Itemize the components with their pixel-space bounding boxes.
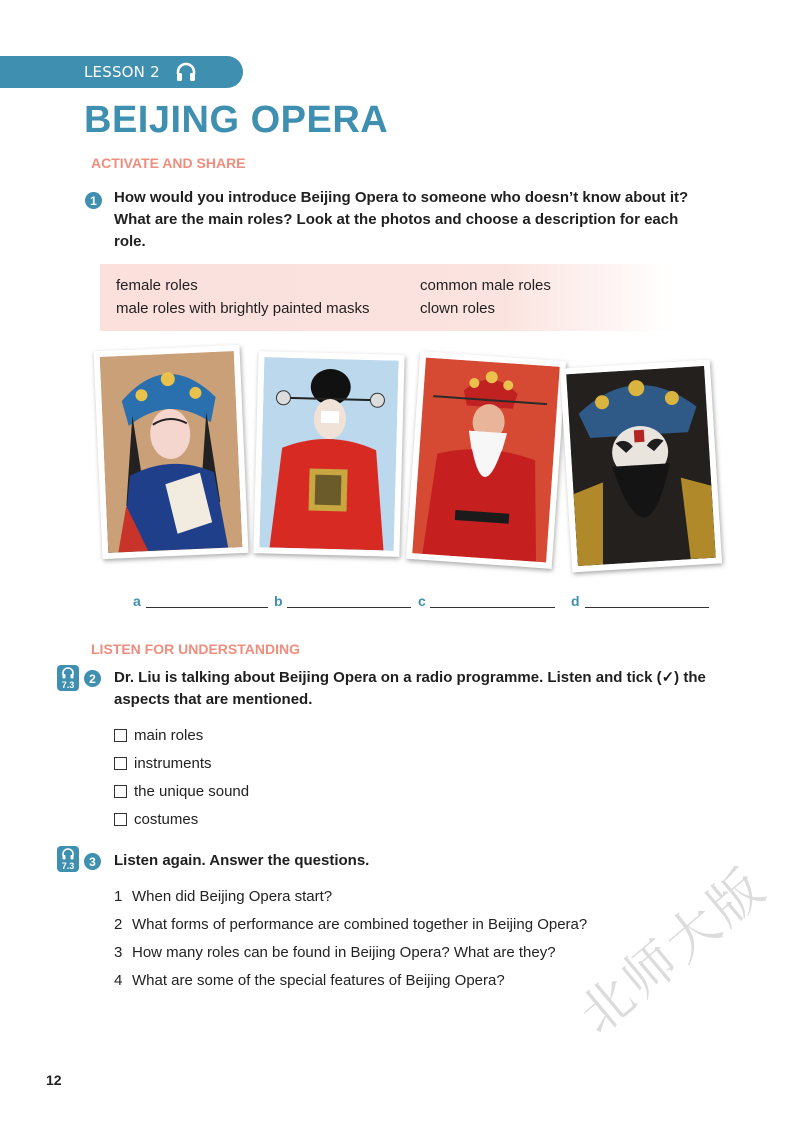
audio-track-badge[interactable] xyxy=(57,846,79,872)
checklist-item[interactable] xyxy=(114,755,212,772)
track-number: 7.3 xyxy=(61,680,75,690)
word-option: common male roles xyxy=(420,277,551,294)
exercise-1-instruction: How would you introduce Beijing Opera to someone who doesn’t know about it? What are the main roles? Look at the photos and choose a description for each role. xyxy=(114,189,689,250)
word-option: clown roles xyxy=(420,300,496,317)
page-number: 12 xyxy=(46,1072,62,1088)
question-item xyxy=(114,916,587,933)
headphones-icon[interactable] xyxy=(174,61,198,83)
word-option: male roles with brightly painted masks xyxy=(116,300,370,317)
question-item xyxy=(114,888,332,905)
lesson-label: LESSON 2 xyxy=(84,63,160,81)
photo-b-clown-role xyxy=(253,351,404,557)
question-number: 1 xyxy=(114,888,123,905)
section-heading-activate: ACTIVATE AND SHARE xyxy=(91,155,246,171)
question-text: How many roles can be found in Beijing Opera? What are they? xyxy=(132,944,556,961)
answer-letter-c: c xyxy=(418,593,426,609)
checklist-item[interactable] xyxy=(114,727,203,744)
question-text: When did Beijing Opera start? xyxy=(132,888,333,905)
question-number: 3 xyxy=(114,944,123,961)
checklist-item[interactable] xyxy=(114,811,198,828)
publisher-watermark: 北师大版 xyxy=(568,855,779,1046)
audio-track-badge[interactable] xyxy=(57,665,79,691)
exercise-3-instruction: Listen again. Answer the questions. xyxy=(114,852,370,869)
question-number: 4 xyxy=(114,972,123,989)
exercise-number-3: 3 xyxy=(84,853,101,870)
checkbox[interactable] xyxy=(114,729,127,742)
question-item xyxy=(114,972,505,989)
answer-line-b[interactable] xyxy=(287,607,411,608)
checkbox[interactable] xyxy=(114,785,127,798)
question-item xyxy=(114,944,556,961)
answer-line-d[interactable] xyxy=(585,607,709,608)
track-number: 7.3 xyxy=(61,861,75,871)
word-box xyxy=(100,264,674,331)
checkbox[interactable] xyxy=(114,757,127,770)
answer-letter-a: a xyxy=(133,593,141,609)
answer-line-a[interactable] xyxy=(146,607,268,608)
word-option: female roles xyxy=(116,277,198,294)
answer-letter-d: d xyxy=(571,593,580,609)
lesson-tab xyxy=(0,56,243,88)
photo-c-common-male-role xyxy=(406,351,566,569)
page-title: BEIJING OPERA xyxy=(84,99,389,141)
section-heading-listen: LISTEN FOR UNDERSTANDING xyxy=(91,641,300,657)
exercise-number-1: 1 xyxy=(85,192,102,209)
checklist-label: instruments xyxy=(134,755,212,772)
question-text: What forms of performance are combined together in Beijing Opera? xyxy=(132,916,588,933)
exercise-2-instruction: Dr. Liu is talking about Beijing Opera on a radio programme. Listen and tick (✓) the aspects that are mentioned. xyxy=(114,669,706,708)
photo-a-female-role xyxy=(94,345,249,559)
photo-d-painted-mask-role xyxy=(560,360,722,573)
question-number: 2 xyxy=(114,916,123,933)
headphones-icon xyxy=(61,667,75,679)
checkbox[interactable] xyxy=(114,813,127,826)
checklist-label: costumes xyxy=(134,811,199,828)
checklist-item[interactable] xyxy=(114,783,249,800)
checklist-label: main roles xyxy=(134,727,204,744)
checklist-label: the unique sound xyxy=(134,783,250,800)
answer-line-c[interactable] xyxy=(430,607,555,608)
question-text: What are some of the special features of Beijing Opera? xyxy=(132,972,505,989)
exercise-number-2: 2 xyxy=(84,670,101,687)
headphones-icon xyxy=(61,848,75,860)
answer-letter-b: b xyxy=(274,593,283,609)
